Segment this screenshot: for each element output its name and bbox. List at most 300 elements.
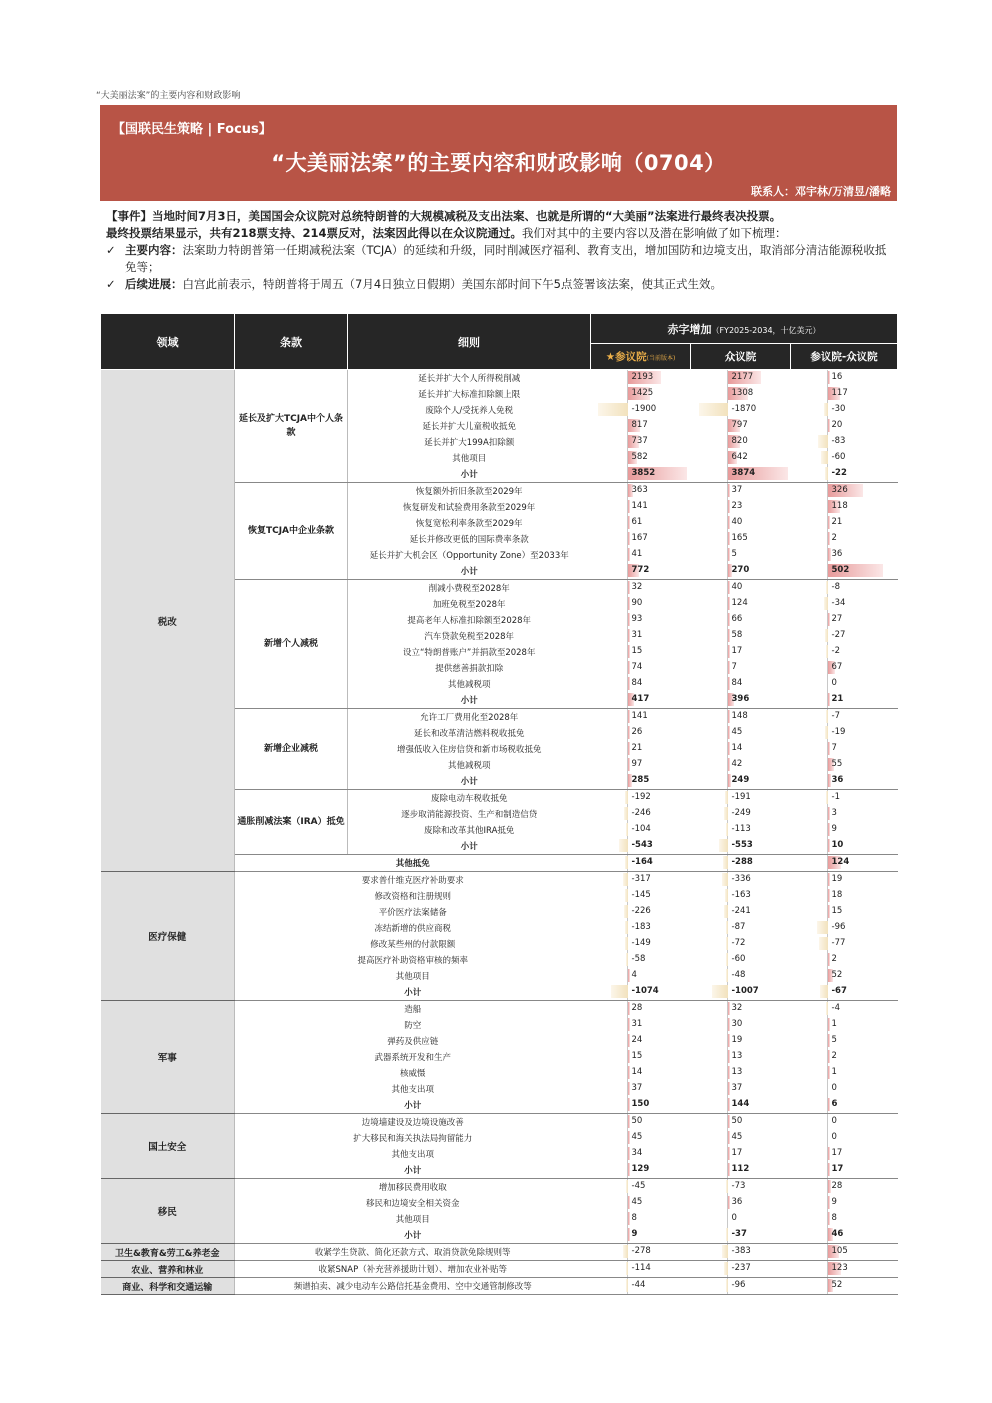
diff-value-cell: [791, 822, 898, 838]
diff-value-cell: [791, 1017, 898, 1033]
detail-cell: 恢复额外折旧条款至2029年: [415, 487, 523, 497]
senate-value-cell: [591, 1278, 691, 1295]
senate-value-cell: [591, 1049, 691, 1065]
value-bar-cell: [827, 773, 898, 789]
value-text: -2: [831, 646, 840, 656]
value-bar-cell: [827, 709, 898, 725]
value-text: -58: [631, 954, 646, 964]
value-bar-cell: [727, 838, 791, 854]
value-text: 23: [731, 501, 743, 511]
subtotal-label: 小计: [235, 984, 591, 1001]
value-text: -317: [631, 874, 651, 884]
house-value-cell: [691, 1065, 791, 1081]
house-value-cell: [691, 692, 791, 709]
senate-value-cell: [591, 531, 691, 547]
positive-bar: [628, 613, 630, 626]
diff-value-cell: [791, 952, 898, 968]
value-bar-cell: [627, 1097, 691, 1113]
house-value-cell: [691, 984, 791, 1001]
domain-cell: 农业、营养和林业: [101, 1261, 235, 1278]
diff-value-cell: [791, 386, 898, 402]
value-text: -104: [631, 824, 651, 834]
value-bar-cell: [827, 660, 898, 676]
house-value-cell: [691, 872, 791, 889]
value-text: -163: [731, 890, 751, 900]
value-bar-cell: [827, 968, 898, 984]
subtotal-label: 小计: [235, 1227, 591, 1244]
negative-bar: [619, 839, 627, 852]
detail-cell: 设立“特朗普账户”并捐款至2028年: [403, 648, 536, 658]
positive-bar: [828, 1034, 830, 1047]
diff-value-cell: [791, 483, 898, 500]
value-bar-cell: [727, 1130, 791, 1146]
positive-bar: [828, 371, 830, 384]
detail-cell: 其他支出项: [391, 1085, 434, 1095]
header-detail: 细则: [348, 314, 591, 370]
value-bar-cell: [627, 709, 691, 725]
positive-bar: [828, 1066, 830, 1079]
senate-value-cell: [591, 725, 691, 741]
value-text: 123: [831, 1263, 848, 1273]
house-value-cell: [691, 644, 791, 660]
positive-bar: [828, 889, 830, 902]
value-text: -34: [831, 598, 846, 608]
house-value-cell: [691, 838, 791, 855]
diff-value-cell: [791, 1114, 898, 1131]
senate-value-cell: [591, 1244, 691, 1261]
value-text: -1900: [631, 404, 657, 414]
senate-value-cell: [591, 888, 691, 904]
value-text: 7: [831, 743, 837, 753]
negative-bar: [826, 645, 828, 658]
negative-bar: [825, 467, 827, 480]
positive-bar: [628, 742, 630, 755]
value-bar-cell: [827, 872, 898, 888]
detail-cell: 冻结新增的供应商税: [374, 924, 451, 934]
value-bar-cell: [627, 580, 691, 596]
house-value-cell: [691, 757, 791, 773]
diff-value-cell: [791, 1162, 898, 1179]
diff-value-cell: [791, 1278, 898, 1295]
positive-bar: [728, 661, 730, 674]
value-text: -113: [731, 824, 751, 834]
senate-value-cell: [591, 515, 691, 531]
value-text: 105: [831, 1246, 848, 1256]
diff-value-cell: [791, 450, 898, 466]
value-text: 46: [831, 1229, 844, 1239]
value-bar-cell: [727, 1001, 791, 1017]
value-bar-cell: [827, 855, 898, 871]
value-text: 9: [831, 824, 837, 834]
value-bar-cell: [727, 984, 791, 1000]
value-text: 32: [731, 1003, 743, 1013]
header-deficit-unit: （FY2025-2034，十亿美元）: [711, 325, 821, 335]
positive-bar: [828, 1196, 830, 1209]
value-text: -246: [631, 808, 651, 818]
senate-value-cell: [591, 1130, 691, 1146]
positive-bar: [628, 532, 631, 545]
value-bar-cell: [727, 790, 791, 806]
value-bar-cell: [727, 1261, 791, 1277]
house-value-cell: [691, 741, 791, 757]
senate-value-cell: [591, 596, 691, 612]
senate-value-cell: [591, 1146, 691, 1162]
value-text: 19: [831, 874, 843, 884]
value-bar-cell: [827, 984, 898, 1000]
value-bar-cell: [827, 596, 898, 612]
negative-bar: [626, 953, 628, 966]
negative-bar: [623, 1245, 627, 1258]
detail-cell: 修改资格和注册规则: [374, 892, 451, 902]
detail-cell: 其他项目: [452, 454, 487, 464]
value-text: 36: [831, 549, 843, 559]
event-line-1: 【事件】当地时间7月3日，美国国会众议院对总统特朗普的大规模减税及支出法案、也就是所谓的“大美丽”法案进行最终表决投票。: [106, 209, 782, 223]
detail-cell: 增强低收入住房信贷和新市场税收抵免: [396, 745, 542, 755]
house-value-cell: [691, 628, 791, 644]
value-bar-cell: [827, 1017, 898, 1033]
negative-bar: [626, 1180, 628, 1193]
value-bar-cell: [827, 644, 898, 660]
positive-bar: [728, 1163, 730, 1176]
detail-cell: 边境墙建设及边境设施改善: [361, 1118, 464, 1128]
negative-bar: [726, 823, 728, 836]
detail-cell: 收紧SNAP（补充营养援助计划）、增加农业补贴等: [235, 1261, 591, 1278]
value-text: -1: [831, 792, 840, 802]
value-text: 737: [631, 436, 648, 446]
detail-cell: 延长并扩大个人所得税削减: [418, 374, 521, 384]
value-bar-cell: [827, 741, 898, 757]
senate-value-cell: [591, 676, 691, 692]
value-bar-cell: [827, 1001, 898, 1017]
diff-value-cell: [791, 1211, 898, 1227]
value-bar-cell: [727, 709, 791, 725]
senate-value-cell: [591, 806, 691, 822]
house-value-cell: [691, 1033, 791, 1049]
banner-tag: 【国联民生策略 | Focus】: [112, 122, 272, 137]
positive-bar: [628, 726, 630, 739]
house-value-cell: [691, 1244, 791, 1261]
positive-bar: [728, 516, 730, 529]
value-text: 27: [831, 614, 843, 624]
diff-value-cell: [791, 968, 898, 984]
value-text: 30: [731, 1019, 743, 1029]
value-bar-cell: [627, 628, 691, 644]
house-value-cell: [691, 466, 791, 483]
value-text: 67: [831, 662, 843, 672]
negative-bar: [825, 726, 827, 739]
value-bar-cell: [727, 872, 791, 888]
value-text: 129: [631, 1164, 650, 1174]
diff-value-cell: [791, 628, 898, 644]
negative-bar: [699, 403, 728, 416]
header-deficit-label: 赤字增加: [667, 322, 712, 336]
detail-cell: 废除电动车税收抵免: [430, 794, 508, 804]
positive-bar: [628, 710, 630, 723]
value-bar-cell: [627, 499, 691, 515]
senate-value-cell: [591, 1261, 691, 1278]
positive-bar: [628, 1050, 630, 1063]
value-text: 45: [731, 727, 743, 737]
value-bar-cell: [727, 773, 791, 789]
negative-bar: [726, 1228, 728, 1241]
positive-bar: [828, 613, 831, 626]
domain-cell: 税改: [101, 370, 235, 872]
senate-value-cell: [591, 612, 691, 628]
senate-value-cell: [591, 580, 691, 597]
value-text: 17: [831, 1164, 844, 1174]
value-bar-cell: [827, 531, 898, 547]
value-bar-cell: [827, 515, 898, 531]
value-text: 0: [831, 678, 837, 688]
diff-value-cell: [791, 692, 898, 709]
value-text: 642: [731, 452, 748, 462]
value-text: -1870: [731, 404, 757, 414]
value-bar-cell: [627, 1146, 691, 1162]
value-text: 150: [631, 1099, 650, 1109]
value-text: 21: [631, 743, 643, 753]
value-bar-cell: [627, 1065, 691, 1081]
value-text: 45: [731, 1132, 743, 1142]
detail-cell: 恢复宽松利率条款至2029年: [415, 519, 523, 529]
diff-value-cell: [791, 515, 898, 531]
positive-bar: [828, 905, 830, 918]
positive-bar: [828, 1018, 830, 1031]
value-text: 84: [731, 678, 743, 688]
value-text: 167: [631, 533, 648, 543]
value-bar-cell: [827, 904, 898, 920]
negative-bar: [726, 1180, 728, 1193]
diff-value-cell: [791, 612, 898, 628]
value-bar-cell: [827, 1244, 898, 1260]
value-bar-cell: [727, 483, 791, 499]
detail-cell: 延长并扩大机会区（Opportunity Zone）至2033年: [369, 551, 569, 561]
value-bar-cell: [627, 531, 691, 547]
value-bar-cell: [727, 1227, 791, 1243]
positive-bar: [728, 677, 730, 690]
subtotal-label: 小计: [348, 838, 591, 855]
value-bar-cell: [627, 370, 691, 386]
value-text: 31: [631, 630, 643, 640]
diff-value-cell: [791, 936, 898, 952]
value-bar-cell: [727, 386, 791, 402]
table-row: [101, 872, 898, 889]
negative-bar: [625, 889, 627, 902]
senate-value-cell: [591, 1211, 691, 1227]
positive-bar: [728, 597, 730, 610]
value-bar-cell: [627, 741, 691, 757]
positive-bar: [728, 1131, 730, 1144]
value-text: 55: [831, 759, 843, 769]
house-value-cell: [691, 1081, 791, 1097]
clause-cell: 新增企业减税: [235, 709, 348, 790]
diff-value-cell: [791, 1033, 898, 1049]
bullet-follow-up: [106, 276, 894, 293]
value-bar-cell: [727, 418, 791, 434]
detail-cell: 延长并修改更低的国际费率条款: [409, 535, 529, 545]
positive-bar: [728, 1098, 730, 1111]
detail-cell: 移民和边境安全相关资金: [365, 1199, 460, 1209]
house-value-cell: [691, 434, 791, 450]
positive-bar: [728, 484, 730, 497]
value-text: 74: [631, 662, 643, 672]
negative-bar: [726, 953, 728, 966]
value-text: -72: [731, 938, 746, 948]
value-bar-cell: [627, 596, 691, 612]
positive-bar: [828, 873, 830, 886]
positive-bar: [728, 1147, 730, 1160]
table-row: [101, 1278, 898, 1295]
detail-cell: 增加移民费用收取: [378, 1183, 447, 1193]
positive-bar: [628, 629, 630, 642]
house-value-cell: [691, 370, 791, 387]
value-text: -114: [631, 1263, 651, 1273]
value-bar-cell: [827, 418, 898, 434]
check-icon: ✓: [106, 243, 116, 257]
value-text: 45: [631, 1197, 643, 1207]
detail-cell: 废除和改革其他IRA抵免: [424, 826, 515, 836]
value-text: 0: [831, 1083, 837, 1093]
positive-bar: [728, 710, 730, 723]
house-value-cell: [691, 790, 791, 807]
table-row: [101, 1114, 898, 1131]
value-bar-cell: [627, 968, 691, 984]
senate-value-cell: [591, 692, 691, 709]
value-text: 0: [831, 1116, 837, 1126]
positive-bar: [828, 532, 830, 545]
value-bar-cell: [727, 580, 791, 596]
value-bar-cell: [727, 434, 791, 450]
senate-value-cell: [591, 644, 691, 660]
house-value-cell: [691, 806, 791, 822]
senate-value-cell: [591, 741, 691, 757]
value-bar-cell: [727, 936, 791, 952]
negative-bar: [824, 403, 827, 416]
bullet-follow-label: 后续进展：: [125, 277, 183, 291]
value-bar-cell: [727, 466, 791, 482]
detail-cell: 汽车贷款免税至2028年: [424, 632, 515, 642]
diff-value-cell: [791, 725, 898, 741]
value-text: -30: [831, 404, 846, 414]
value-text: 66: [731, 614, 743, 624]
house-value-cell: [691, 1001, 791, 1018]
event-line-2-rest: 我们对其中的主要内容以及潜在影响做了如下梳理：: [522, 226, 787, 240]
event-line-2: [106, 225, 894, 242]
detail-cell: 收紧学生贷款、简化还款方式、取消贷款免除规则等: [235, 1244, 591, 1261]
diff-value-cell: [791, 1049, 898, 1065]
negative-bar: [712, 985, 728, 998]
negative-bar: [826, 710, 828, 723]
value-text: 37: [631, 1083, 643, 1093]
positive-bar: [728, 581, 730, 594]
negative-bar: [818, 435, 827, 448]
value-bar-cell: [727, 904, 791, 920]
senate-value-cell: [591, 920, 691, 936]
value-bar-cell: [627, 1081, 691, 1097]
senate-value-cell: [591, 1227, 691, 1244]
positive-bar: [828, 516, 830, 529]
positive-bar: [628, 581, 630, 594]
house-value-cell: [691, 596, 791, 612]
value-text: 502: [831, 565, 850, 575]
senate-value-cell: [591, 1097, 691, 1114]
value-text: 817: [631, 420, 648, 430]
header-diff: 参议院-众议院: [791, 344, 898, 370]
house-value-cell: [691, 1146, 791, 1162]
table-body: [101, 370, 898, 1295]
value-bar-cell: [827, 547, 898, 563]
document-title: “大美丽法案”的主要内容和财政影响: [96, 91, 241, 101]
diff-value-cell: [791, 434, 898, 450]
negative-bar: [625, 937, 627, 950]
senate-value-cell: [591, 450, 691, 466]
negative-bar: [820, 985, 827, 998]
senate-value-cell: [591, 1162, 691, 1179]
value-text: 141: [631, 501, 648, 511]
detail-cell: 扩大移民和海关执法局拘留能力: [353, 1134, 473, 1144]
value-text: -45: [631, 1181, 646, 1191]
house-value-cell: [691, 660, 791, 676]
value-bar-cell: [827, 1065, 898, 1081]
value-bar-cell: [627, 790, 691, 806]
house-value-cell: [691, 676, 791, 692]
value-bar-cell: [827, 725, 898, 741]
value-text: 28: [631, 1003, 643, 1013]
value-bar-cell: [627, 644, 691, 660]
negative-bar: [719, 839, 728, 852]
positive-bar: [728, 726, 730, 739]
value-text: -336: [731, 874, 751, 884]
value-text: -48: [731, 970, 746, 980]
value-text: 90: [631, 598, 643, 608]
negative-bar: [626, 1262, 628, 1275]
positive-bar: [628, 1098, 630, 1111]
detail-cell: 频谱拍卖、减少电动车公路信托基金费用、空中交通管制修改等: [235, 1278, 591, 1295]
house-value-cell: [691, 1017, 791, 1033]
value-bar-cell: [627, 1227, 691, 1243]
value-bar-cell: [727, 1244, 791, 1260]
value-bar-cell: [627, 1179, 691, 1195]
negative-bar: [826, 1002, 828, 1015]
value-bar-cell: [727, 1195, 791, 1211]
positive-bar: [628, 1228, 630, 1241]
value-bar-cell: [627, 1162, 691, 1178]
value-text: 97: [631, 759, 643, 769]
value-text: 50: [731, 1116, 743, 1126]
positive-bar: [728, 1066, 730, 1079]
negative-bar: [626, 823, 628, 836]
value-text: -237: [731, 1263, 751, 1273]
value-text: 8: [631, 1213, 637, 1223]
value-bar-cell: [727, 563, 791, 579]
value-text: 58: [731, 630, 743, 640]
diff-value-cell: [791, 1261, 898, 1278]
value-text: 32: [631, 582, 643, 592]
value-bar-cell: [727, 1033, 791, 1049]
detail-cell: 核威慑: [399, 1069, 426, 1079]
value-text: -383: [731, 1246, 751, 1256]
value-text: 396: [731, 694, 750, 704]
house-value-cell: [691, 1211, 791, 1227]
value-bar-cell: [727, 1049, 791, 1065]
senate-value-cell: [591, 773, 691, 790]
detail-cell: 其他减税项: [447, 680, 491, 690]
senate-value-cell: [591, 1033, 691, 1049]
value-bar-cell: [627, 402, 691, 418]
value-text: 2: [831, 954, 837, 964]
positive-bar: [628, 1115, 630, 1128]
value-text: 2193: [631, 372, 654, 382]
detail-cell: 提供慈善捐款扣除: [435, 664, 504, 674]
